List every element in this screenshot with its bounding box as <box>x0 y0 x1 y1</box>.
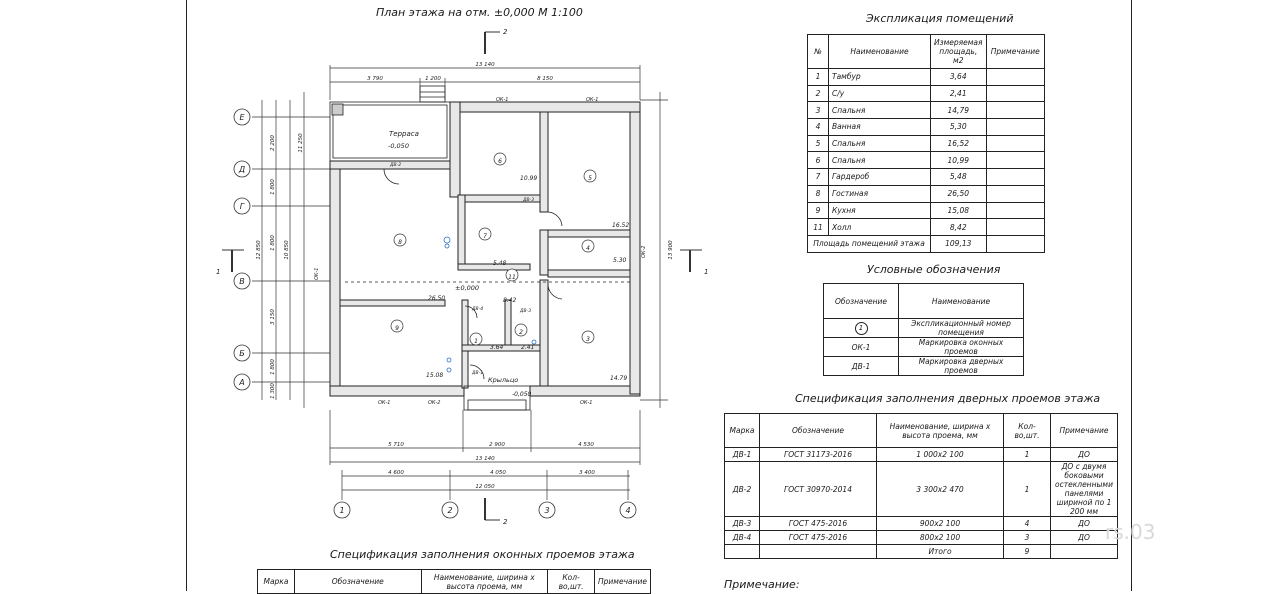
dim-right-total: 13 900 <box>668 240 674 260</box>
dim-left-total: 12 850 <box>256 240 262 260</box>
legend-table <box>823 283 1024 376</box>
explication-row <box>808 169 1045 186</box>
explication-cell-name: Гардероб <box>829 169 931 186</box>
explication-cell-note <box>986 119 1044 136</box>
door-mark: ДВ-3 <box>520 309 532 314</box>
room-area: 2.41 <box>521 344 535 351</box>
doors-cell-qty: 4 <box>1004 517 1051 531</box>
door-mark: ДВ-2 <box>390 163 402 168</box>
doors-total-mark <box>725 545 760 559</box>
explication-cell-name: Тамбур <box>829 69 931 86</box>
explication-cell-note <box>986 102 1044 119</box>
dim-top-b: 1 200 <box>425 76 441 82</box>
room-area: 3.64 <box>490 344 504 351</box>
doors-cell-qty: 3 <box>1004 531 1051 545</box>
doors-total-value: 9 <box>1004 545 1051 559</box>
doors-cell-designation: ГОСТ 31173-2016 <box>760 448 877 462</box>
dim-bottom-inner-b: 2 900 <box>489 442 505 448</box>
window-mark: ОК-1 <box>580 400 593 406</box>
explication-row <box>808 202 1045 219</box>
dim-left-total: 10 850 <box>284 240 290 260</box>
doors-spec-table <box>724 413 1118 559</box>
doors-cell-name: 3 300х2 470 <box>877 462 1004 517</box>
room-number: 1 <box>474 338 478 345</box>
explication-cell-name: Спальня <box>829 135 931 152</box>
window-mark: ОК-2 <box>428 400 441 406</box>
legend-name: Маркировка дверных проемов <box>899 357 1024 376</box>
axis-row-label: Г <box>239 202 245 211</box>
explication-row <box>808 69 1045 86</box>
windows-spec-table <box>257 569 651 594</box>
legend-symbol <box>824 319 899 338</box>
doors-cell-mark: ДВ-2 <box>725 462 760 517</box>
room-area: 5.30 <box>613 257 627 264</box>
doors-cell-designation: ГОСТ 475-2016 <box>760 517 877 531</box>
explication-cell-note <box>986 185 1044 202</box>
room-number: 8 <box>398 239 402 246</box>
dim-bottom-inner-total: 13 140 <box>475 456 495 462</box>
explication-row <box>808 185 1045 202</box>
dim-bottom-inner-a: 5 710 <box>388 442 404 448</box>
legend-name: Экспликационный номер помещения <box>899 319 1024 338</box>
explication-total-label: Площадь помещений этажа <box>808 235 931 252</box>
explication-cell-area: 5,30 <box>931 119 987 136</box>
room-area: 8.42 <box>503 297 517 304</box>
window-mark: ОК-1 <box>314 267 320 280</box>
doors-spec-title: Спецификация заполнения дверных проемов этажа <box>795 392 1101 405</box>
dim-bottom-inner-c: 4 530 <box>578 442 594 448</box>
explication-header-name: Наименование <box>829 35 931 69</box>
explication-total-value: 109,13 <box>931 235 987 252</box>
explication-cell-area: 2,41 <box>931 85 987 102</box>
axis-col-label: 4 <box>625 506 631 515</box>
legend-title: Условные обозначения <box>867 263 1001 276</box>
mark-symbol: ДВ-1 <box>851 361 871 371</box>
floor-level: ±0,000 <box>455 284 480 292</box>
axis-row-label: Е <box>239 113 245 122</box>
section-mark-bottom: 2 <box>503 518 508 526</box>
explication-cell-note <box>986 135 1044 152</box>
door-mark: ДВ-4 <box>472 307 484 312</box>
windows-header-mark: Марка <box>258 570 295 594</box>
window-mark: ОК-1 <box>496 97 509 103</box>
legend-symbol <box>824 338 899 357</box>
room-number: 2 <box>519 329 523 336</box>
dim-left-segment: 1 800 <box>270 235 276 251</box>
doors-row <box>725 462 1118 517</box>
doors-header-mark: Марка <box>725 414 760 448</box>
doors-header-name: Наименование, ширина х высота проема, мм <box>877 414 1004 448</box>
explication-cell-name: Спальня <box>829 102 931 119</box>
explication-cell-num: 7 <box>808 169 829 186</box>
explication-row <box>808 119 1045 136</box>
explication-cell-name: Гостиная <box>829 185 931 202</box>
windows-header-designation: Обозначение <box>294 570 421 594</box>
explication-cell-name: Холл <box>829 219 931 236</box>
explication-header-area: Измеряемая площадь, м2 <box>931 35 987 69</box>
explication-cell-num: 6 <box>808 152 829 169</box>
axis-row-label: Б <box>239 349 245 358</box>
windows-spec-title: Спецификация заполнения оконных проемов этажа <box>330 548 635 561</box>
explication-cell-name: Спальня <box>829 152 931 169</box>
doors-cell-qty: 1 <box>1004 462 1051 517</box>
terrace-level: -0,050 <box>388 142 409 150</box>
dim-top-c: 8 150 <box>537 76 553 82</box>
room-area: 14.79 <box>610 375 628 382</box>
doors-cell-mark: ДВ-1 <box>725 448 760 462</box>
axis-row-label: В <box>239 277 245 286</box>
doors-cell-name: 800х2 100 <box>877 531 1004 545</box>
explication-row <box>808 85 1045 102</box>
explication-cell-note <box>986 219 1044 236</box>
explication-cell-num: 8 <box>808 185 829 202</box>
doors-header-note: Примечание <box>1051 414 1118 448</box>
explication-cell-area: 8,42 <box>931 219 987 236</box>
legend-row <box>824 338 1024 357</box>
door-mark: ДВ-3 <box>523 198 535 203</box>
legend-row <box>824 319 1024 338</box>
window-mark: ОК-1 <box>378 400 391 406</box>
doors-cell-name: 900х2 100 <box>877 517 1004 531</box>
room-number: 5 <box>588 175 592 182</box>
explication-cell-num: 3 <box>808 102 829 119</box>
axis-row-label: Д <box>238 165 246 174</box>
doors-total-label: Итого <box>877 545 1004 559</box>
doors-cell-mark: ДВ-3 <box>725 517 760 531</box>
doors-cell-qty: 1 <box>1004 448 1051 462</box>
watermark: rs.03 <box>1105 520 1156 544</box>
explication-header-num: № <box>808 35 829 69</box>
doors-cell-note: ДО <box>1051 517 1118 531</box>
dim-top-total: 13 140 <box>475 62 495 68</box>
doors-total-note <box>1051 545 1118 559</box>
explication-cell-area: 15,08 <box>931 202 987 219</box>
explication-title: Экспликация помещений <box>866 12 1014 25</box>
dim-bottom-outer-total: 12 050 <box>475 484 495 490</box>
legend-row <box>824 357 1024 376</box>
explication-row <box>808 152 1045 169</box>
dim-bottom-outer-a: 4 600 <box>388 470 404 476</box>
dim-left-total: 11 250 <box>298 133 304 153</box>
doors-row <box>725 531 1118 545</box>
room-number: 6 <box>498 158 502 165</box>
room-number: 9 <box>395 325 399 332</box>
explication-cell-note <box>986 85 1044 102</box>
explication-cell-area: 3,64 <box>931 69 987 86</box>
terrace-label: Терраса <box>389 130 419 138</box>
explication-cell-area: 5,48 <box>931 169 987 186</box>
legend-header-symbol: Обозначение <box>824 284 899 319</box>
dim-left-segment: 3 150 <box>270 309 276 325</box>
axis-col-label: 3 <box>544 506 550 515</box>
window-mark: ОК-1 <box>586 97 599 103</box>
windows-header-note: Примечание <box>595 570 651 594</box>
room-number: 4 <box>586 245 590 252</box>
porch-level: -0,050 <box>512 391 532 398</box>
explication-cell-name: С/у <box>829 85 931 102</box>
section-mark-top: 2 <box>503 28 508 36</box>
explication-cell-area: 26,50 <box>931 185 987 202</box>
explication-cell-num: 11 <box>808 219 829 236</box>
door-mark: ДВ-1 <box>472 371 484 376</box>
section-mark-right: 1 <box>704 268 709 276</box>
doors-cell-note: ДО с двумя боковыми остекленными панелями шириной по 1 200 мм <box>1051 462 1118 517</box>
axis-col-label: 2 <box>447 506 453 515</box>
explication-cell-num: 5 <box>808 135 829 152</box>
dim-bottom-outer-b: 4 050 <box>490 470 506 476</box>
dim-left-segment: 2 200 <box>270 135 276 151</box>
dim-left-segment: 1 800 <box>270 179 276 195</box>
legend-header-name: Наименование <box>899 284 1024 319</box>
doors-cell-designation: ГОСТ 475-2016 <box>760 531 877 545</box>
plan-title: План этажа на отм. ±0,000 М 1:100 <box>376 6 583 19</box>
explication-cell-note <box>986 202 1044 219</box>
section-mark-left: 1 <box>216 268 221 276</box>
explication-cell-area: 16,52 <box>931 135 987 152</box>
doors-cell-mark: ДВ-4 <box>725 531 760 545</box>
explication-total-note <box>986 235 1044 252</box>
window-mark: ОК-2 <box>641 245 647 258</box>
dim-left-segment: 1 300 <box>270 383 276 399</box>
doors-total-designation <box>760 545 877 559</box>
explication-cell-num: 9 <box>808 202 829 219</box>
room-area: 15.08 <box>426 372 444 379</box>
explication-cell-area: 14,79 <box>931 102 987 119</box>
explication-cell-num: 1 <box>808 69 829 86</box>
dim-left-segment: 1 800 <box>270 359 276 375</box>
dim-top-a: 3 790 <box>367 76 383 82</box>
room-area: 16.52 <box>612 222 630 229</box>
room-number: 7 <box>483 233 487 240</box>
explication-cell-note <box>986 152 1044 169</box>
explication-cell-note <box>986 169 1044 186</box>
legend-name: Маркировка оконных проемов <box>899 338 1024 357</box>
explication-header-note: Примечание <box>986 35 1044 69</box>
explication-cell-name: Ванная <box>829 119 931 136</box>
doors-header-qty: Кол-во,шт. <box>1004 414 1051 448</box>
windows-header-qty: Кол-во,шт. <box>548 570 595 594</box>
explication-cell-num: 2 <box>808 85 829 102</box>
explication-row <box>808 135 1045 152</box>
doors-row <box>725 517 1118 531</box>
doors-header-designation: Обозначение <box>760 414 877 448</box>
doors-cell-note: ДО <box>1051 448 1118 462</box>
explication-cell-area: 10,99 <box>931 152 987 169</box>
legend-symbol <box>824 357 899 376</box>
room-area: 5.48 <box>493 260 507 267</box>
explication-table <box>807 34 1045 253</box>
doors-cell-designation: ГОСТ 30970-2014 <box>760 462 877 517</box>
porch-label: Крыльцо <box>488 376 519 384</box>
notes-title: Примечание: <box>724 578 800 591</box>
explication-row <box>808 219 1045 236</box>
room-number: 11 <box>508 274 516 281</box>
doors-cell-note: ДО <box>1051 531 1118 545</box>
doors-row <box>725 448 1118 462</box>
explication-cell-note <box>986 69 1044 86</box>
explication-cell-name: Кухня <box>829 202 931 219</box>
room-number-symbol: 1 <box>855 322 868 335</box>
doors-cell-name: 1 000х2 100 <box>877 448 1004 462</box>
room-number: 3 <box>586 336 590 343</box>
explication-cell-num: 4 <box>808 119 829 136</box>
explication-row <box>808 102 1045 119</box>
room-area: 26.50 <box>428 295 446 302</box>
axis-row-label: А <box>239 378 245 387</box>
dim-bottom-outer-c: 3 400 <box>579 470 595 476</box>
windows-header-name: Наименование, ширина х высота проема, мм <box>421 570 548 594</box>
axis-col-label: 1 <box>339 506 345 515</box>
room-area: 10.99 <box>520 175 538 182</box>
mark-symbol: ОК-1 <box>851 342 871 352</box>
